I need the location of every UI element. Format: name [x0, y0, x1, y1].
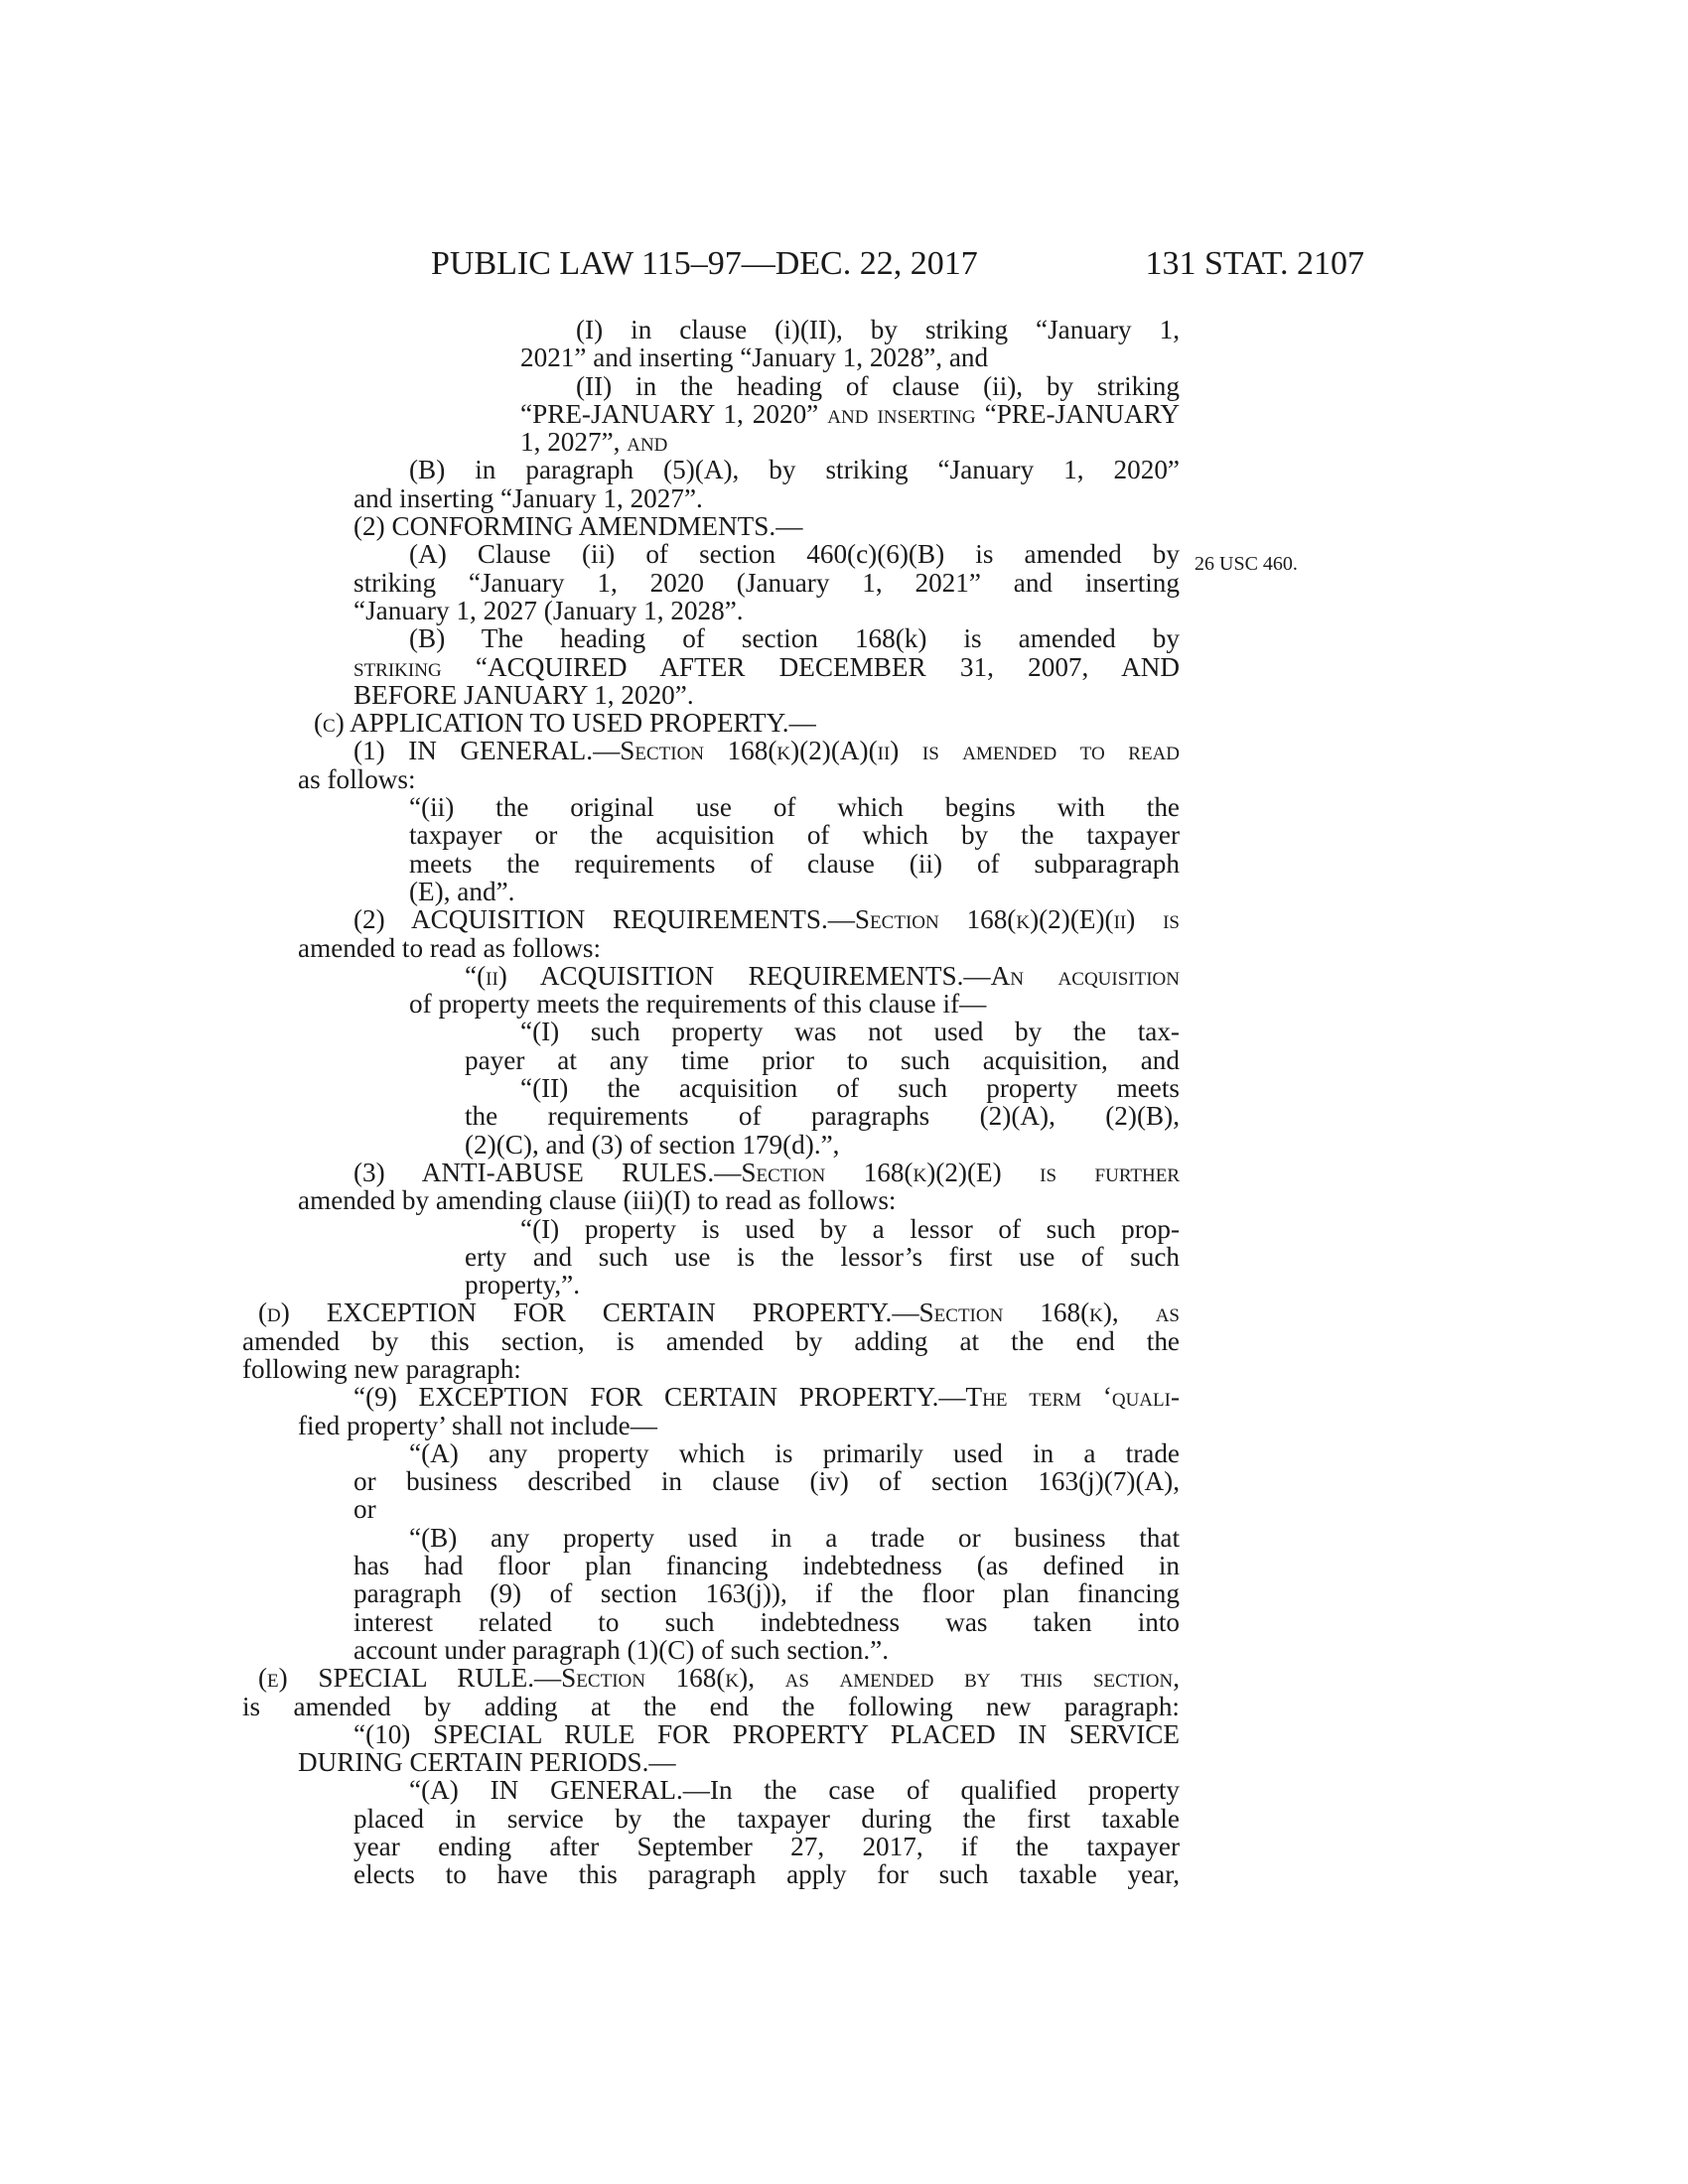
text-line: (B) The heading of section 168(k) is amended by — [409, 623, 1180, 654]
text-line: paragraph (9) of section 163(j)), if the floor plan financing — [353, 1578, 1180, 1609]
text-line: “(A) IN GENERAL.—In the case of qualified property — [409, 1775, 1180, 1806]
text-line: “(II) the acquisition of such property meets — [520, 1073, 1180, 1104]
margin-citation: 26 USC 460. — [1195, 553, 1298, 575]
text-line: striking “January 1, 2020 (January 1, 2021” and inserting — [353, 567, 1180, 598]
text-line: erty and such use is the lessor’s first use of such — [465, 1241, 1180, 1272]
text-line: DURING CERTAIN PERIODS.— — [298, 1747, 676, 1778]
text-line: or business described in clause (iv) of section 163(j)(7)(A), — [353, 1466, 1180, 1497]
text-line: amended to read as follows: — [298, 932, 602, 963]
statute-text — [242, 315, 1180, 1890]
text-line: “(9) EXCEPTION FOR CERTAIN PROPERTY.—The term ‘quali- — [353, 1382, 1180, 1413]
text-line: (c) APPLICATION TO USED PROPERTY.— — [314, 708, 816, 739]
text-line: (II) in the heading of clause (ii), by striking — [576, 370, 1180, 401]
text-line: placed in service by the taxpayer during the first taxable — [353, 1803, 1180, 1834]
text-line: “(B) any property used in a trade or business that — [409, 1522, 1180, 1553]
text-line: as follows: — [298, 763, 416, 794]
text-line: 2021” and inserting “January 1, 2028”, and — [520, 342, 989, 373]
text-line: (I) in clause (i)(II), by striking “January 1, — [576, 315, 1180, 344]
text-line: (2) ACQUISITION REQUIREMENTS.—Section 168(k)(2)(E)(ii) is — [353, 904, 1180, 935]
text-line: account under paragraph (1)(C) of such section.”. — [353, 1634, 889, 1665]
text-line: interest related to such indebtedness was taken into — [353, 1606, 1180, 1637]
text-line: “(A) any property which is primarily used in a trade — [409, 1437, 1180, 1468]
text-line: “PRE-JANUARY 1, 2020” and inserting “PRE-JANUARY — [520, 398, 1180, 429]
text-line: amended by this section, is amended by adding at the end the — [242, 1325, 1180, 1356]
text-line: (1) IN GENERAL.—Section 168(k)(2)(A)(ii) is amended to read — [353, 736, 1180, 766]
running-header-left: PUBLIC LAW 115–97—DEC. 22, 2017 — [431, 245, 978, 282]
text-line: “(ii) ACQUISITION REQUIREMENTS.—An acquisition — [465, 960, 1180, 991]
text-line: (e) SPECIAL RULE.—Section 168(k), as amended by this section, — [258, 1663, 1180, 1694]
text-line: BEFORE JANUARY 1, 2020”. — [353, 679, 694, 710]
text-line: and inserting “January 1, 2027”. — [353, 482, 703, 513]
text-line: (2) CONFORMING AMENDMENTS.— — [353, 511, 803, 542]
text-line: year ending after September 27, 2017, if the taxpayer — [353, 1832, 1180, 1862]
text-line: “January 1, 2027 (January 1, 2028”. — [353, 595, 744, 625]
text-line: “(I) such property was not used by the tax- — [520, 1017, 1180, 1047]
text-line: of property meets the requirements of this clause if— — [409, 989, 987, 1020]
text-line: 1, 2027”, and — [520, 427, 668, 458]
text-line: has had floor plan financing indebtedness (as defined in — [353, 1551, 1180, 1581]
text-line: meets the requirements of clause (ii) of subparagraph — [409, 848, 1180, 879]
text-line: fied property’ shall not include— — [298, 1410, 657, 1440]
text-line: “(10) SPECIAL RULE FOR PROPERTY PLACED IN SERVICE — [353, 1718, 1180, 1749]
text-line: taxpayer or the acquisition of which by the taxpayer — [409, 820, 1180, 851]
text-line: or — [353, 1494, 376, 1525]
text-line: payer at any time prior to such acquisition, and — [465, 1044, 1180, 1075]
running-header-right: 131 STAT. 2107 — [1145, 245, 1364, 282]
text-line: elects to have this paragraph apply for such taxable year, — [353, 1859, 1180, 1890]
text-line: (A) Clause (ii) of section 460(c)(6)(B) is amended by — [409, 539, 1180, 570]
text-line: following new paragraph: — [242, 1353, 521, 1384]
text-line: striking “ACQUIRED AFTER DECEMBER 31, 2007, AND — [353, 651, 1180, 682]
text-line: (d) EXCEPTION FOR CERTAIN PROPERTY.—Section 168(k), as — [258, 1297, 1180, 1328]
text-line: the requirements of paragraphs (2)(A), (2)(B), — [465, 1101, 1180, 1132]
text-line: (B) in paragraph (5)(A), by striking “January 1, 2020” — [409, 455, 1180, 485]
text-line: (2)(C), and (3) of section 179(d).”, — [465, 1129, 840, 1160]
text-line: (3) ANTI-ABUSE RULES.—Section 168(k)(2)(E) is further — [353, 1157, 1180, 1187]
text-line: (E), and”. — [409, 876, 515, 906]
text-line: “(I) property is used by a lessor of such prop- — [520, 1213, 1180, 1244]
text-line: property,”. — [465, 1270, 580, 1300]
text-line: “(ii) the original use of which begins with the — [409, 792, 1180, 823]
text-line: is amended by adding at the end the following new paragraph: — [242, 1691, 1180, 1721]
text-line: amended by amending clause (iii)(I) to read as follows: — [298, 1185, 897, 1216]
